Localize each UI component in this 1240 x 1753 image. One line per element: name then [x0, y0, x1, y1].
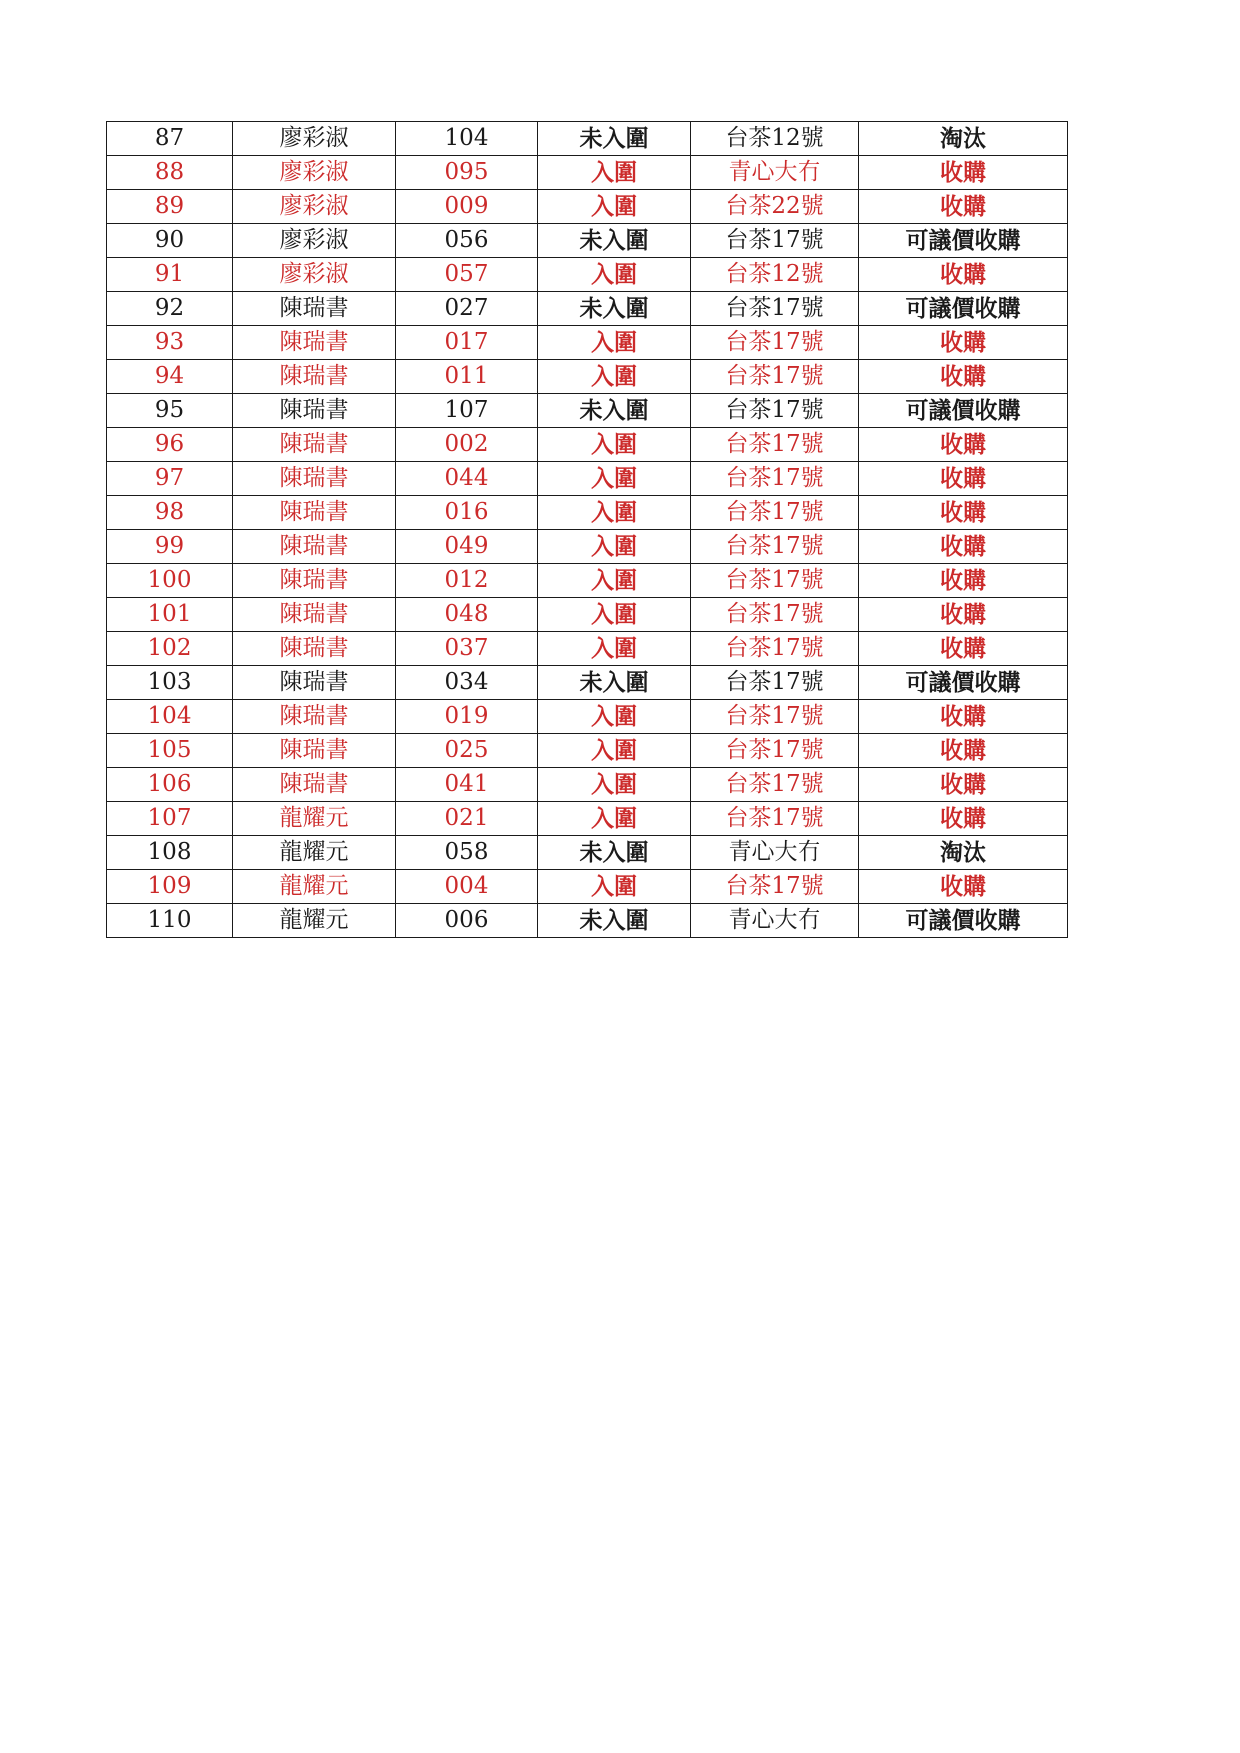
cell-result: 收購 [859, 802, 1068, 836]
cell-number: 95 [107, 394, 233, 428]
cell-result: 收購 [859, 428, 1068, 462]
cell-tea-variety: 台茶12號 [691, 258, 859, 292]
cell-result: 可議價收購 [859, 666, 1068, 700]
cell-tea-variety: 青心大冇 [691, 156, 859, 190]
cell-tea-variety: 台茶17號 [691, 394, 859, 428]
cell-number: 92 [107, 292, 233, 326]
cell-farmer-name: 陳瑞書 [233, 530, 396, 564]
cell-number: 101 [107, 598, 233, 632]
cell-number: 98 [107, 496, 233, 530]
cell-number: 104 [107, 700, 233, 734]
cell-sample-code: 019 [396, 700, 538, 734]
cell-farmer-name: 陳瑞書 [233, 428, 396, 462]
cell-result: 收購 [859, 326, 1068, 360]
cell-selection-status: 入圍 [538, 734, 691, 768]
cell-sample-code: 025 [396, 734, 538, 768]
cell-tea-variety: 台茶17號 [691, 870, 859, 904]
cell-farmer-name: 陳瑞書 [233, 700, 396, 734]
table-row [107, 530, 1068, 564]
cell-sample-code: 095 [396, 156, 538, 190]
cell-farmer-name: 陳瑞書 [233, 632, 396, 666]
cell-number: 103 [107, 666, 233, 700]
table-row [107, 292, 1068, 326]
cell-number: 90 [107, 224, 233, 258]
cell-tea-variety: 台茶17號 [691, 326, 859, 360]
cell-sample-code: 056 [396, 224, 538, 258]
cell-farmer-name: 陳瑞書 [233, 292, 396, 326]
cell-number: 89 [107, 190, 233, 224]
table-row [107, 632, 1068, 666]
table-row [107, 190, 1068, 224]
cell-farmer-name: 陳瑞書 [233, 598, 396, 632]
cell-selection-status: 未入圍 [538, 292, 691, 326]
cell-sample-code: 107 [396, 394, 538, 428]
cell-tea-variety: 台茶17號 [691, 428, 859, 462]
table-row [107, 564, 1068, 598]
cell-number: 106 [107, 768, 233, 802]
cell-number: 88 [107, 156, 233, 190]
cell-sample-code: 009 [396, 190, 538, 224]
cell-result: 可議價收購 [859, 292, 1068, 326]
cell-selection-status: 入圍 [538, 156, 691, 190]
cell-selection-status: 入圍 [538, 768, 691, 802]
cell-sample-code: 104 [396, 122, 538, 156]
cell-number: 107 [107, 802, 233, 836]
table-row [107, 836, 1068, 870]
cell-sample-code: 017 [396, 326, 538, 360]
cell-selection-status: 入圍 [538, 870, 691, 904]
cell-farmer-name: 陳瑞書 [233, 496, 396, 530]
cell-tea-variety: 台茶17號 [691, 700, 859, 734]
cell-farmer-name: 陳瑞書 [233, 666, 396, 700]
cell-selection-status: 入圍 [538, 190, 691, 224]
cell-farmer-name: 龍耀元 [233, 836, 396, 870]
cell-tea-variety: 台茶17號 [691, 462, 859, 496]
cell-result: 收購 [859, 496, 1068, 530]
table-row [107, 224, 1068, 258]
cell-number: 99 [107, 530, 233, 564]
cell-farmer-name: 陳瑞書 [233, 326, 396, 360]
cell-number: 94 [107, 360, 233, 394]
table-row [107, 802, 1068, 836]
table-row [107, 258, 1068, 292]
cell-selection-status: 入圍 [538, 360, 691, 394]
cell-farmer-name: 廖彩淑 [233, 258, 396, 292]
cell-selection-status: 入圍 [538, 258, 691, 292]
cell-number: 93 [107, 326, 233, 360]
cell-result: 收購 [859, 462, 1068, 496]
cell-sample-code: 037 [396, 632, 538, 666]
cell-sample-code: 044 [396, 462, 538, 496]
table-row [107, 428, 1068, 462]
cell-result: 收購 [859, 870, 1068, 904]
cell-sample-code: 016 [396, 496, 538, 530]
cell-selection-status: 未入圍 [538, 904, 691, 938]
cell-result: 收購 [859, 700, 1068, 734]
cell-result: 收購 [859, 258, 1068, 292]
cell-sample-code: 049 [396, 530, 538, 564]
cell-selection-status: 未入圍 [538, 394, 691, 428]
cell-tea-variety: 台茶17號 [691, 224, 859, 258]
cell-result: 收購 [859, 632, 1068, 666]
cell-selection-status: 入圍 [538, 326, 691, 360]
cell-farmer-name: 陳瑞書 [233, 394, 396, 428]
cell-sample-code: 006 [396, 904, 538, 938]
cell-tea-variety: 台茶22號 [691, 190, 859, 224]
cell-result: 可議價收購 [859, 224, 1068, 258]
cell-number: 97 [107, 462, 233, 496]
cell-number: 110 [107, 904, 233, 938]
table-row [107, 496, 1068, 530]
cell-selection-status: 入圍 [538, 632, 691, 666]
cell-tea-variety: 台茶17號 [691, 802, 859, 836]
cell-sample-code: 057 [396, 258, 538, 292]
table-body [107, 122, 1068, 938]
cell-farmer-name: 龍耀元 [233, 802, 396, 836]
cell-sample-code: 021 [396, 802, 538, 836]
cell-selection-status: 入圍 [538, 462, 691, 496]
cell-result: 收購 [859, 156, 1068, 190]
cell-selection-status: 入圍 [538, 428, 691, 462]
cell-tea-variety: 台茶17號 [691, 632, 859, 666]
tea-evaluation-table [106, 121, 1068, 938]
table-row [107, 904, 1068, 938]
table-row [107, 734, 1068, 768]
cell-sample-code: 034 [396, 666, 538, 700]
cell-result: 收購 [859, 190, 1068, 224]
cell-number: 100 [107, 564, 233, 598]
cell-tea-variety: 台茶17號 [691, 530, 859, 564]
cell-tea-variety: 台茶17號 [691, 496, 859, 530]
cell-result: 收購 [859, 598, 1068, 632]
cell-tea-variety: 台茶17號 [691, 666, 859, 700]
cell-tea-variety: 台茶17號 [691, 360, 859, 394]
cell-tea-variety: 台茶17號 [691, 768, 859, 802]
cell-result: 收購 [859, 768, 1068, 802]
cell-result: 可議價收購 [859, 394, 1068, 428]
cell-number: 105 [107, 734, 233, 768]
cell-number: 91 [107, 258, 233, 292]
cell-number: 108 [107, 836, 233, 870]
cell-result: 收購 [859, 360, 1068, 394]
cell-tea-variety: 台茶17號 [691, 292, 859, 326]
cell-tea-variety: 台茶17號 [691, 564, 859, 598]
cell-sample-code: 012 [396, 564, 538, 598]
cell-selection-status: 未入圍 [538, 666, 691, 700]
cell-selection-status: 未入圍 [538, 122, 691, 156]
cell-number: 96 [107, 428, 233, 462]
cell-tea-variety: 青心大冇 [691, 904, 859, 938]
table-row [107, 768, 1068, 802]
cell-farmer-name: 廖彩淑 [233, 156, 396, 190]
cell-farmer-name: 陳瑞書 [233, 462, 396, 496]
cell-selection-status: 入圍 [538, 564, 691, 598]
cell-selection-status: 入圍 [538, 496, 691, 530]
cell-number: 109 [107, 870, 233, 904]
table-row [107, 326, 1068, 360]
cell-farmer-name: 陳瑞書 [233, 360, 396, 394]
table-row [107, 700, 1068, 734]
cell-selection-status: 入圍 [538, 598, 691, 632]
cell-result: 可議價收購 [859, 904, 1068, 938]
cell-result: 收購 [859, 734, 1068, 768]
cell-number: 87 [107, 122, 233, 156]
cell-sample-code: 027 [396, 292, 538, 326]
table-row [107, 360, 1068, 394]
cell-selection-status: 入圍 [538, 802, 691, 836]
cell-result: 收購 [859, 530, 1068, 564]
table-row [107, 394, 1068, 428]
cell-tea-variety: 台茶17號 [691, 734, 859, 768]
table-row [107, 122, 1068, 156]
cell-number: 102 [107, 632, 233, 666]
table-row [107, 462, 1068, 496]
cell-result: 收購 [859, 564, 1068, 598]
cell-sample-code: 002 [396, 428, 538, 462]
cell-sample-code: 011 [396, 360, 538, 394]
cell-farmer-name: 龍耀元 [233, 870, 396, 904]
cell-farmer-name: 陳瑞書 [233, 564, 396, 598]
table-row [107, 870, 1068, 904]
table-row [107, 156, 1068, 190]
cell-farmer-name: 龍耀元 [233, 904, 396, 938]
cell-farmer-name: 廖彩淑 [233, 224, 396, 258]
cell-farmer-name: 廖彩淑 [233, 190, 396, 224]
cell-selection-status: 入圍 [538, 700, 691, 734]
cell-tea-variety: 台茶17號 [691, 598, 859, 632]
cell-result: 淘汰 [859, 836, 1068, 870]
cell-sample-code: 048 [396, 598, 538, 632]
table-row [107, 598, 1068, 632]
cell-sample-code: 058 [396, 836, 538, 870]
cell-selection-status: 未入圍 [538, 224, 691, 258]
cell-result: 淘汰 [859, 122, 1068, 156]
cell-farmer-name: 陳瑞書 [233, 768, 396, 802]
cell-farmer-name: 廖彩淑 [233, 122, 396, 156]
table-row [107, 666, 1068, 700]
cell-sample-code: 041 [396, 768, 538, 802]
cell-sample-code: 004 [396, 870, 538, 904]
cell-selection-status: 未入圍 [538, 836, 691, 870]
cell-selection-status: 入圍 [538, 530, 691, 564]
cell-tea-variety: 台茶12號 [691, 122, 859, 156]
cell-farmer-name: 陳瑞書 [233, 734, 396, 768]
cell-tea-variety: 青心大冇 [691, 836, 859, 870]
